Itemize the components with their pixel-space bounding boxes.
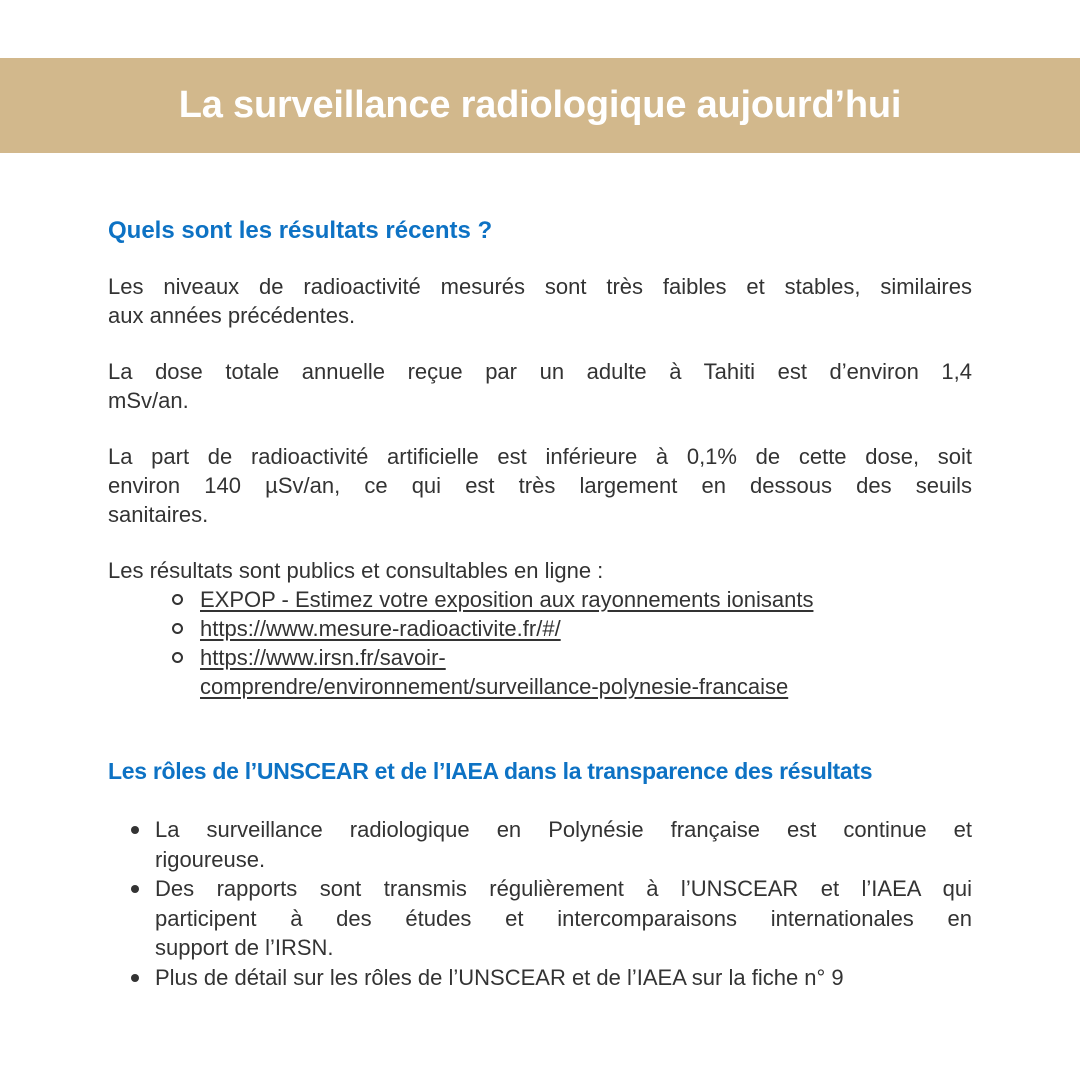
list-item bbox=[108, 585, 972, 614]
link-expop[interactable]: EXPOP - Estimez votre exposition aux rayonnements ionisants bbox=[200, 587, 814, 612]
paragraph-line: sanitaires. bbox=[108, 502, 209, 527]
bullet-line: support de l’IRSN. bbox=[155, 935, 334, 960]
bullet-line: La surveillance radiologique en Polynésie française est continue et bbox=[155, 817, 972, 842]
link-line: comprendre/environnement/surveillance-polynesie-francaise bbox=[200, 674, 789, 699]
link-mesure-radioactivite[interactable]: https://www.mesure-radioactivite.fr/#/ bbox=[200, 616, 561, 641]
main-content bbox=[0, 217, 1080, 992]
paragraph-line: La part de radioactivité artificielle est inférieure à 0,1% de cette dose, soit bbox=[108, 444, 972, 469]
dot-bullet-icon bbox=[131, 974, 139, 982]
page bbox=[0, 58, 1080, 1080]
paragraph-part-artificielle bbox=[108, 442, 972, 529]
paragraph-line: Les résultats sont publics et consultables en ligne : bbox=[108, 558, 604, 583]
list-item bbox=[108, 614, 972, 643]
bullet-line: rigoureuse. bbox=[155, 846, 266, 872]
list-item bbox=[108, 643, 972, 701]
circle-bullet-icon bbox=[172, 623, 183, 634]
dot-bullet-icon bbox=[131, 826, 139, 834]
circle-bullet-icon bbox=[172, 594, 183, 605]
paragraph-resultats-publics bbox=[108, 556, 972, 585]
bullet-item-fiche9 bbox=[108, 963, 972, 993]
paragraph-line: aux années précédentes. bbox=[108, 303, 356, 328]
link-line: https://www.irsn.fr/savoir- bbox=[200, 645, 446, 670]
dot-bullet-icon bbox=[131, 885, 139, 893]
paragraph-line: mSv/an. bbox=[108, 388, 189, 413]
circle-bullet-icon bbox=[172, 652, 183, 663]
link-irsn[interactable] bbox=[200, 645, 788, 699]
paragraph-line: La dose totale annuelle reçue par un adulte à Tahiti est d’environ 1,4 bbox=[108, 359, 972, 384]
bullet-item-surveillance bbox=[108, 815, 972, 874]
page-title: La surveillance radiologique aujourd’hui bbox=[178, 84, 902, 126]
header-banner bbox=[0, 58, 1080, 153]
bullet-item-rapports bbox=[108, 874, 972, 963]
paragraph-line: environ 140 µSv/an, ce qui est très largement en dessous des seuils bbox=[108, 473, 972, 498]
bullet-line: Des rapports sont transmis régulièrement à l’UNSCEAR et l’IAEA qui bbox=[155, 876, 972, 901]
paragraph-dose bbox=[108, 357, 972, 415]
links-list bbox=[108, 585, 972, 701]
bullet-line: participent à des études et intercomparaisons internationales en bbox=[155, 905, 972, 931]
bullet-line: Plus de détail sur les rôles de l’UNSCEAR et de l’IAEA sur la fiche n° 9 bbox=[155, 964, 844, 990]
paragraph-niveaux bbox=[108, 272, 972, 330]
section-heading-results: Quels sont les résultats récents ? bbox=[108, 217, 493, 244]
paragraph-line: Les niveaux de radioactivité mesurés sont très faibles et stables, similaires bbox=[108, 274, 972, 299]
bullets-list bbox=[108, 815, 972, 992]
section-heading-roles: Les rôles de l’UNSCEAR et de l’IAEA dans la transparence des résultats bbox=[108, 758, 873, 784]
